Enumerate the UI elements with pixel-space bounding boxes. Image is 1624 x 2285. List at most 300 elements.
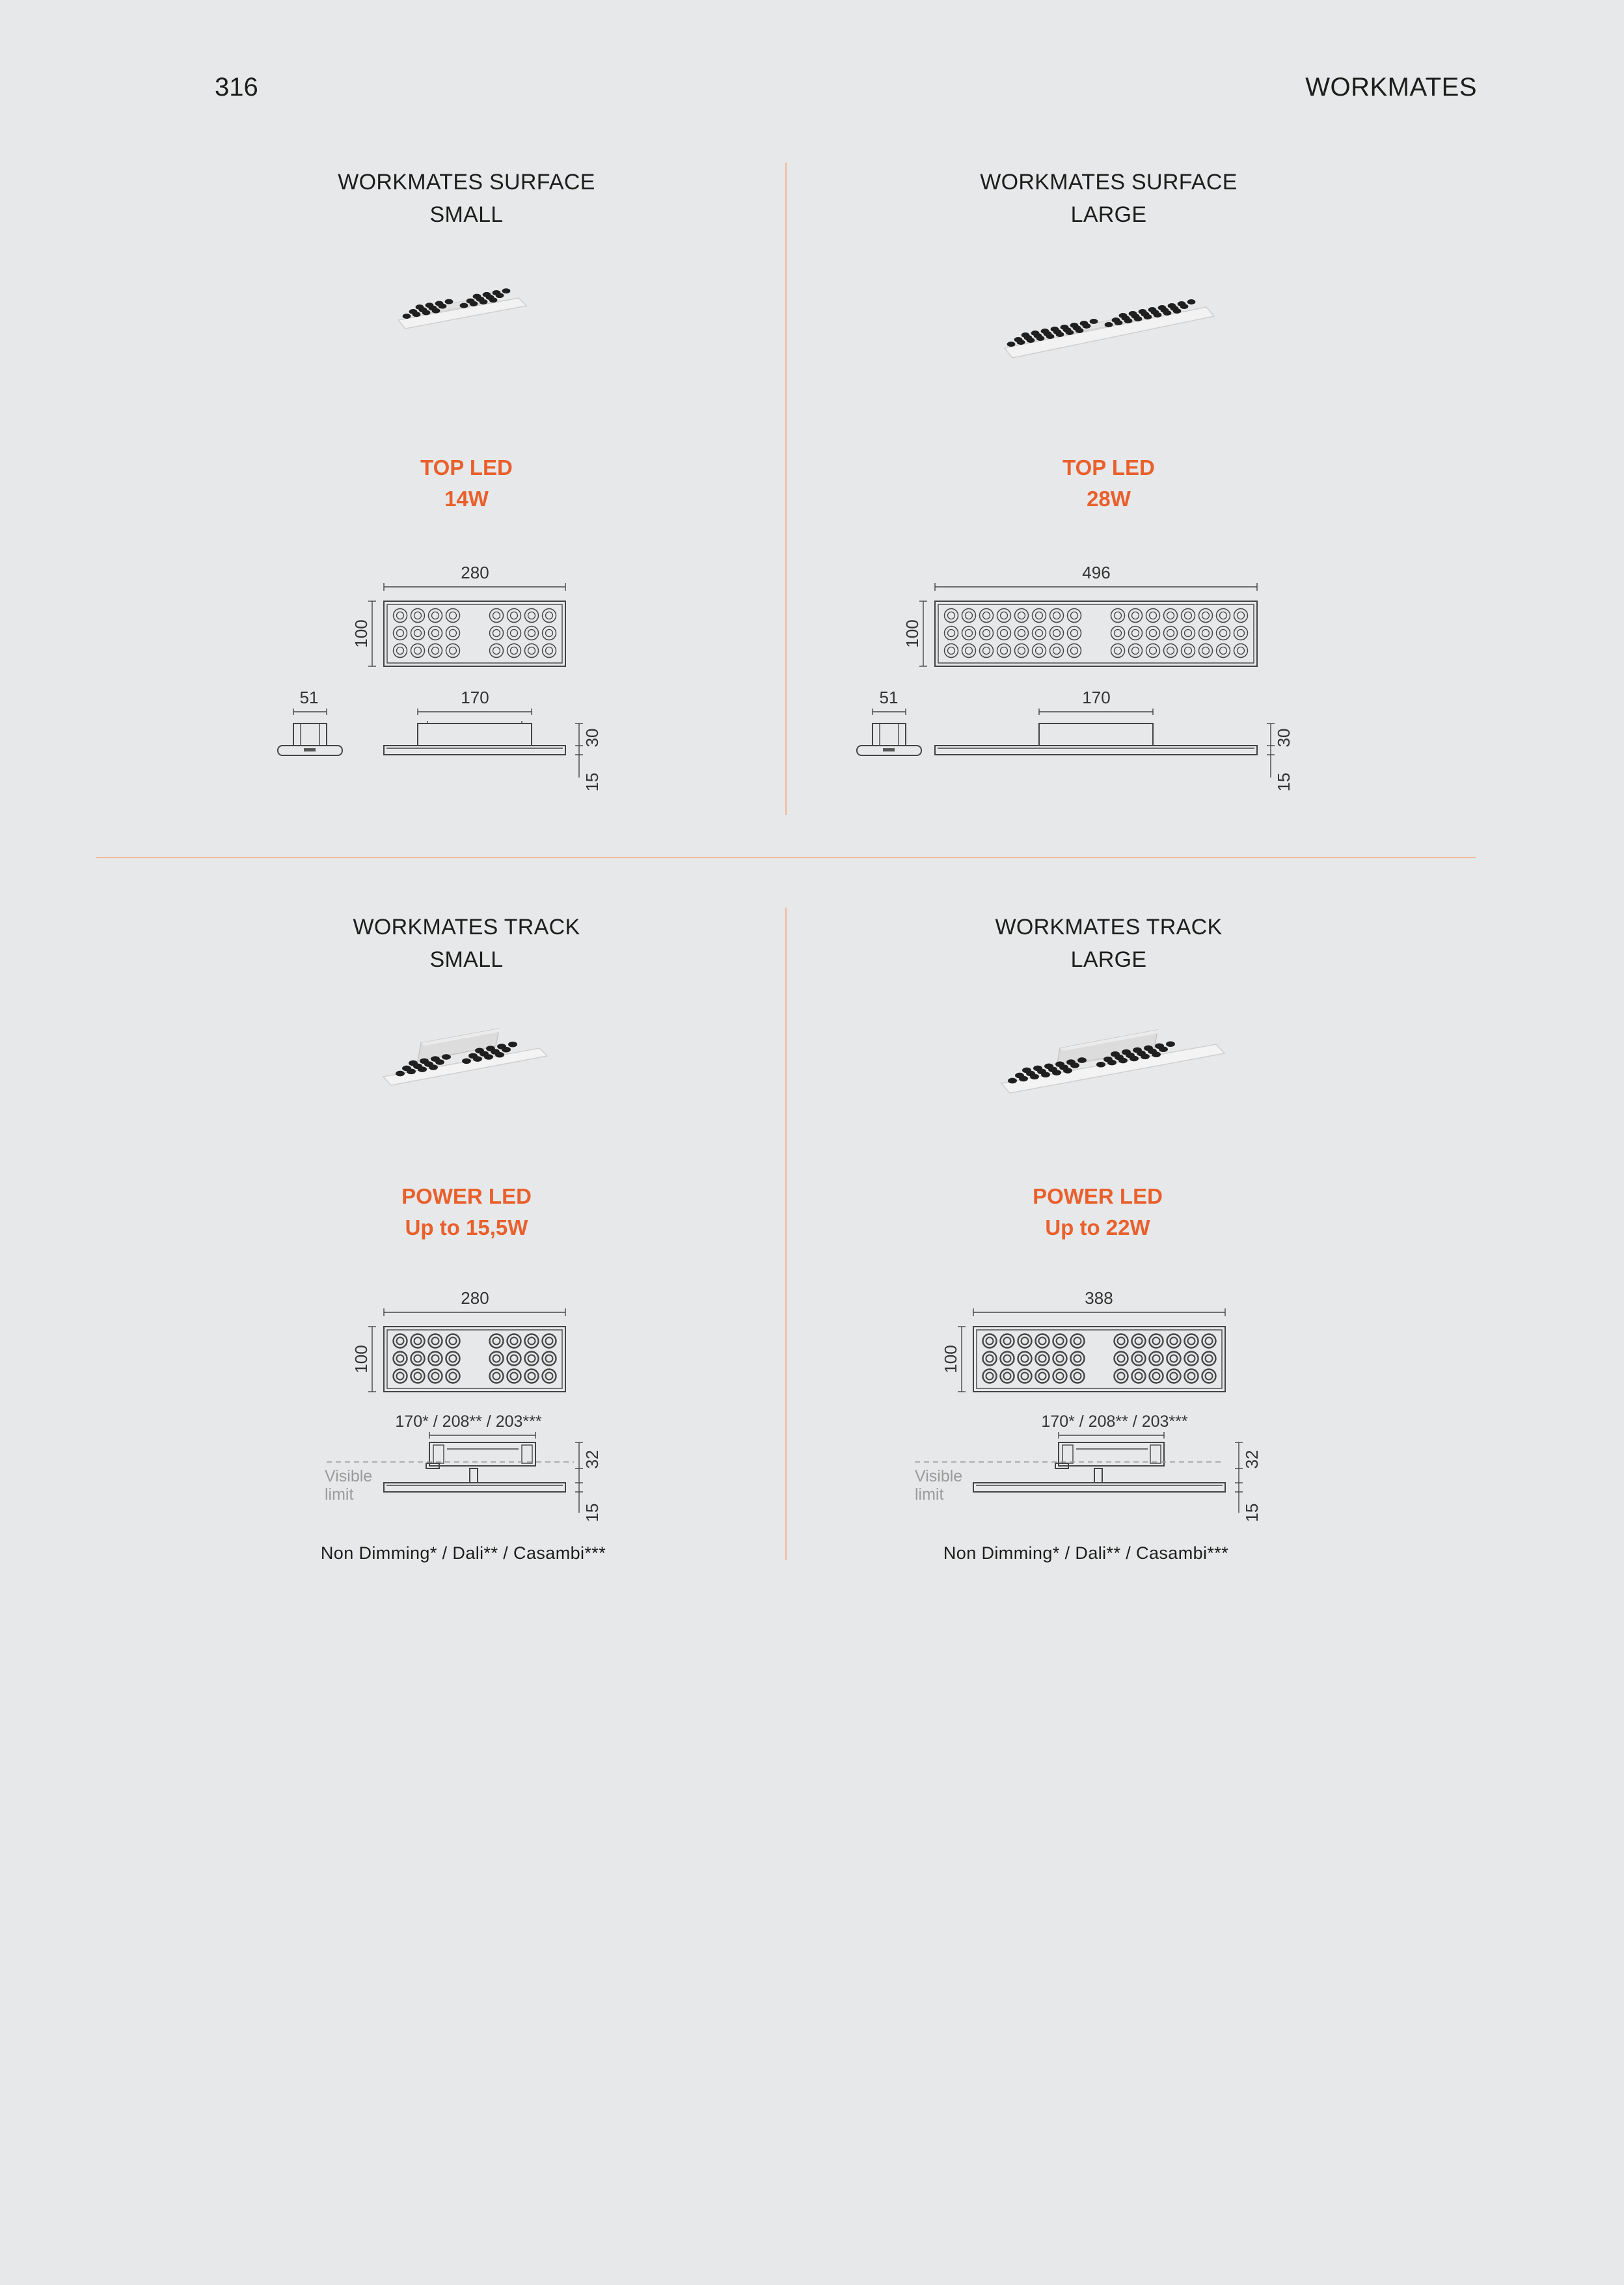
product-track-large bbox=[783, 908, 1434, 1565]
led-dot bbox=[1008, 1078, 1017, 1084]
led-lens bbox=[1185, 630, 1192, 637]
led-outline bbox=[543, 1352, 556, 1366]
led-outline bbox=[1018, 1334, 1032, 1348]
led-outline bbox=[997, 644, 1011, 658]
led-outline bbox=[525, 644, 539, 658]
led-outline bbox=[980, 609, 994, 623]
product-title bbox=[783, 166, 1434, 231]
led-dot bbox=[1115, 320, 1123, 325]
led-outline bbox=[508, 609, 521, 623]
led-lens bbox=[1074, 1355, 1081, 1362]
led-lens bbox=[1001, 647, 1008, 655]
led-lens bbox=[1220, 647, 1227, 655]
led-outline bbox=[525, 609, 539, 623]
led-outline bbox=[980, 627, 994, 640]
led-outline bbox=[1185, 1352, 1198, 1366]
technical-drawing bbox=[783, 553, 1434, 833]
product-title-line1: WORKMATES TRACK bbox=[995, 915, 1223, 940]
led-lens bbox=[1220, 630, 1227, 637]
led-outline bbox=[1001, 1352, 1014, 1366]
led-lens bbox=[948, 630, 955, 637]
led-dot bbox=[1056, 332, 1064, 337]
spec-power: 14W bbox=[444, 487, 489, 511]
led-outline bbox=[945, 644, 958, 658]
led-outline bbox=[1146, 627, 1160, 640]
led-outline bbox=[1036, 1352, 1049, 1366]
led-lens bbox=[1057, 1373, 1064, 1380]
led-outline bbox=[1129, 644, 1143, 658]
product-title-line1: WORKMATES TRACK bbox=[353, 915, 580, 940]
led-outline bbox=[543, 609, 556, 623]
product-surface-small bbox=[141, 163, 792, 820]
led-lens bbox=[1074, 1338, 1081, 1345]
led-dot bbox=[435, 1059, 444, 1065]
led-outline bbox=[394, 644, 407, 658]
spec-power: Up to 22W bbox=[1045, 1215, 1150, 1239]
dim-length: 280 bbox=[461, 563, 489, 582]
product-title-line2: SMALL bbox=[429, 947, 504, 972]
visible-limit-line1: Visible bbox=[915, 1467, 963, 1485]
led-lens bbox=[948, 647, 955, 655]
led-dot bbox=[1187, 299, 1196, 304]
led-outline bbox=[1199, 627, 1213, 640]
led-lens bbox=[1167, 612, 1174, 619]
led-lens bbox=[1132, 630, 1139, 637]
led-lens bbox=[1004, 1355, 1011, 1362]
led-lens bbox=[414, 612, 422, 619]
led-lens bbox=[432, 612, 439, 619]
product-title bbox=[783, 911, 1434, 976]
led-outline bbox=[962, 627, 976, 640]
led-lens bbox=[397, 630, 404, 637]
led-lens bbox=[1001, 612, 1008, 619]
visible-limit-line1: Visible bbox=[325, 1467, 373, 1485]
led-dot bbox=[1163, 310, 1172, 316]
led-dot bbox=[1076, 328, 1084, 333]
led-outline bbox=[1071, 1370, 1085, 1383]
led-outline bbox=[1234, 627, 1248, 640]
led-outline bbox=[411, 644, 425, 658]
led-outline bbox=[446, 609, 460, 623]
led-outline bbox=[525, 1370, 539, 1383]
led-lens bbox=[1004, 1338, 1011, 1345]
led-outline bbox=[1150, 1352, 1163, 1366]
dim-length: 388 bbox=[1085, 1288, 1113, 1308]
dim-adapter-length: 170* / 208** / 203*** bbox=[1041, 1413, 1188, 1431]
led-lens bbox=[1039, 1355, 1046, 1362]
product-title-line2: SMALL bbox=[429, 202, 504, 227]
led-outline bbox=[983, 1370, 997, 1383]
led-lens bbox=[1115, 647, 1122, 655]
led-lens bbox=[528, 1355, 535, 1362]
led-outline bbox=[1146, 644, 1160, 658]
led-outline bbox=[1111, 627, 1125, 640]
technical-drawing bbox=[783, 1278, 1434, 1578]
led-outline bbox=[1129, 627, 1143, 640]
led-outline bbox=[1217, 644, 1230, 658]
led-outline bbox=[508, 644, 521, 658]
led-lens bbox=[1150, 630, 1157, 637]
led-dot bbox=[1118, 1058, 1128, 1064]
led-outline bbox=[525, 1352, 539, 1366]
led-outline bbox=[1018, 1370, 1032, 1383]
led-dot bbox=[1063, 1068, 1072, 1074]
led-lens bbox=[1150, 612, 1157, 619]
led-lens bbox=[1115, 630, 1122, 637]
led-outline bbox=[429, 1370, 442, 1383]
led-dot bbox=[1173, 308, 1182, 314]
led-lens bbox=[450, 630, 457, 637]
led-dot bbox=[1180, 304, 1189, 309]
led-lens bbox=[432, 1355, 439, 1362]
led-lens bbox=[1188, 1338, 1195, 1345]
led-lens bbox=[528, 1338, 535, 1345]
led-lens bbox=[983, 647, 990, 655]
led-lens bbox=[1135, 1338, 1143, 1345]
led-lens bbox=[1036, 647, 1043, 655]
led-lens bbox=[528, 630, 535, 637]
led-outline bbox=[446, 627, 460, 640]
led-dot bbox=[1152, 1051, 1161, 1057]
driver-note: Non Dimming* / Dali** / Casambi*** bbox=[943, 1543, 1229, 1563]
led-lens bbox=[493, 647, 500, 655]
led-dot bbox=[1134, 316, 1143, 321]
led-lens bbox=[1053, 647, 1061, 655]
product-spec bbox=[141, 1181, 792, 1243]
led-dot bbox=[1036, 336, 1045, 341]
led-outline bbox=[1167, 1370, 1181, 1383]
led-outline bbox=[1068, 644, 1081, 658]
led-lens bbox=[1118, 1355, 1125, 1362]
led-outline bbox=[446, 1370, 460, 1383]
led-outline bbox=[1132, 1352, 1146, 1366]
led-lens bbox=[1071, 647, 1078, 655]
led-outline bbox=[1182, 627, 1195, 640]
led-outline bbox=[962, 644, 976, 658]
led-outline bbox=[525, 1334, 539, 1348]
led-lens bbox=[450, 647, 457, 655]
led-outline bbox=[1234, 644, 1248, 658]
product-title-line1: WORKMATES SURFACE bbox=[980, 170, 1238, 195]
led-outline bbox=[525, 627, 539, 640]
led-lens bbox=[948, 612, 955, 619]
led-outline bbox=[1129, 609, 1143, 623]
led-dot bbox=[418, 1066, 427, 1072]
led-outline bbox=[490, 609, 504, 623]
led-dot bbox=[496, 293, 504, 298]
led-outline bbox=[411, 609, 425, 623]
dim-profile-height: 15 bbox=[582, 772, 602, 792]
led-lens bbox=[986, 1338, 994, 1345]
led-lens bbox=[1001, 630, 1008, 637]
led-outline bbox=[446, 1334, 460, 1348]
dim-height: 100 bbox=[940, 1345, 960, 1373]
led-lens bbox=[493, 1338, 500, 1345]
led-lens bbox=[546, 647, 553, 655]
spec-power: 28W bbox=[1087, 487, 1131, 511]
led-dot bbox=[1041, 1072, 1050, 1077]
led-lens bbox=[1057, 1355, 1064, 1362]
led-lens bbox=[983, 612, 990, 619]
led-lens bbox=[1039, 1373, 1046, 1380]
product-surface-large bbox=[783, 163, 1434, 820]
led-dot bbox=[1019, 1076, 1028, 1082]
led-dot bbox=[1077, 1057, 1087, 1063]
led-outline bbox=[411, 1334, 425, 1348]
led-outline bbox=[490, 1334, 504, 1348]
led-outline bbox=[543, 644, 556, 658]
led-dot bbox=[1090, 319, 1098, 324]
led-lens bbox=[1188, 1373, 1195, 1380]
led-outline bbox=[1185, 1370, 1198, 1383]
led-outline bbox=[1111, 644, 1125, 658]
led-lens bbox=[528, 1373, 535, 1380]
product-image bbox=[783, 280, 1434, 410]
led-lens bbox=[1053, 630, 1061, 637]
product-image bbox=[141, 1025, 792, 1155]
led-lens bbox=[1132, 647, 1139, 655]
led-dot bbox=[462, 1058, 471, 1064]
led-outline bbox=[1199, 644, 1213, 658]
product-spec bbox=[141, 452, 792, 515]
led-lens bbox=[1118, 1338, 1125, 1345]
led-outline bbox=[543, 627, 556, 640]
led-lens bbox=[493, 1373, 500, 1380]
led-outline bbox=[1202, 1334, 1216, 1348]
product-spec bbox=[772, 1181, 1423, 1243]
led-lens bbox=[983, 630, 990, 637]
led-lens bbox=[1036, 612, 1043, 619]
led-lens bbox=[511, 612, 518, 619]
led-outline bbox=[1217, 609, 1230, 623]
led-outline bbox=[997, 609, 1011, 623]
led-outline bbox=[1033, 644, 1046, 658]
led-outline bbox=[1164, 627, 1178, 640]
led-dot bbox=[1107, 1060, 1116, 1066]
led-dot bbox=[460, 303, 468, 308]
product-track-small bbox=[141, 908, 792, 1565]
technical-drawing bbox=[141, 1278, 792, 1578]
led-outline bbox=[1036, 1370, 1049, 1383]
dim-profile-height: 15 bbox=[1241, 1503, 1262, 1522]
led-outline bbox=[1115, 1370, 1128, 1383]
led-outline bbox=[962, 609, 976, 623]
led-dot bbox=[442, 1054, 451, 1060]
led-dot bbox=[495, 1052, 504, 1058]
led-dot bbox=[1066, 330, 1074, 335]
led-outline bbox=[1050, 644, 1064, 658]
led-lens bbox=[1171, 1373, 1178, 1380]
led-lens bbox=[1118, 1373, 1125, 1380]
led-outline bbox=[945, 609, 958, 623]
led-lens bbox=[1220, 612, 1227, 619]
led-dot bbox=[422, 310, 431, 315]
dim-length: 496 bbox=[1082, 563, 1111, 582]
led-lens bbox=[1153, 1373, 1160, 1380]
product-title bbox=[141, 911, 792, 976]
led-outline bbox=[1015, 609, 1029, 623]
visible-limit-line2: limit bbox=[915, 1485, 944, 1504]
led-outline bbox=[1015, 627, 1029, 640]
section-title: WORKMATES bbox=[1305, 73, 1477, 101]
dim-height: 100 bbox=[351, 1345, 371, 1373]
led-outline bbox=[945, 627, 958, 640]
led-lens bbox=[986, 1355, 994, 1362]
led-outline bbox=[490, 644, 504, 658]
led-outline bbox=[1018, 1352, 1032, 1366]
led-lens bbox=[1185, 612, 1192, 619]
led-outline bbox=[1164, 609, 1178, 623]
led-dot bbox=[489, 297, 498, 303]
led-outline bbox=[394, 609, 407, 623]
visible-limit-line2: limit bbox=[325, 1485, 354, 1504]
horizontal-divider bbox=[96, 857, 1476, 858]
spec-type: POWER LED bbox=[401, 1184, 532, 1208]
led-outline bbox=[1111, 609, 1125, 623]
led-outline bbox=[1167, 1352, 1181, 1366]
led-outline bbox=[429, 1334, 442, 1348]
led-lens bbox=[1018, 612, 1025, 619]
led-lens bbox=[493, 630, 500, 637]
led-grid-front bbox=[945, 609, 1248, 658]
led-outline bbox=[446, 1352, 460, 1366]
led-outline bbox=[1199, 609, 1213, 623]
led-lens bbox=[414, 630, 422, 637]
led-lens bbox=[1150, 647, 1157, 655]
led-outline bbox=[394, 1352, 407, 1366]
led-lens bbox=[397, 1373, 404, 1380]
led-lens bbox=[450, 1355, 457, 1362]
led-lens bbox=[1022, 1338, 1029, 1345]
led-dot bbox=[1159, 1046, 1168, 1052]
dim-profile-height: 15 bbox=[582, 1503, 602, 1522]
led-lens bbox=[511, 1373, 518, 1380]
led-outline bbox=[1033, 627, 1046, 640]
led-lens bbox=[397, 1355, 404, 1362]
led-dot bbox=[1007, 342, 1016, 347]
led-lens bbox=[1185, 647, 1192, 655]
led-lens bbox=[511, 1338, 518, 1345]
led-dot bbox=[1166, 1041, 1175, 1047]
led-outline bbox=[1001, 1370, 1014, 1383]
dim-body-height: 30 bbox=[582, 728, 602, 748]
led-lens bbox=[1053, 612, 1061, 619]
dim-body-length: 170 bbox=[1082, 688, 1111, 707]
led-lens bbox=[414, 647, 422, 655]
led-outline bbox=[1033, 609, 1046, 623]
led-outline bbox=[1053, 1334, 1067, 1348]
led-dot bbox=[1017, 340, 1025, 345]
led-outline bbox=[1115, 1334, 1128, 1348]
led-dot bbox=[445, 299, 453, 304]
led-dot bbox=[429, 1064, 438, 1070]
led-outline bbox=[411, 1352, 425, 1366]
led-dot bbox=[480, 299, 488, 304]
led-outline bbox=[1053, 1370, 1067, 1383]
led-outline bbox=[508, 1334, 521, 1348]
led-outline bbox=[1068, 609, 1081, 623]
led-dot bbox=[484, 1054, 493, 1060]
led-outline bbox=[543, 1370, 556, 1383]
led-dot bbox=[439, 304, 447, 309]
led-lens bbox=[511, 647, 518, 655]
led-lens bbox=[511, 1355, 518, 1362]
led-lens bbox=[414, 1373, 422, 1380]
led-lens bbox=[1071, 612, 1078, 619]
led-lens bbox=[528, 612, 535, 619]
led-outline bbox=[490, 1370, 504, 1383]
product-title bbox=[141, 166, 792, 231]
led-dot bbox=[413, 312, 421, 317]
led-outline bbox=[1150, 1370, 1163, 1383]
led-lens bbox=[1202, 612, 1210, 619]
led-lens bbox=[1202, 647, 1210, 655]
dim-body-height: 30 bbox=[1273, 728, 1293, 748]
led-outline bbox=[394, 627, 407, 640]
led-outline bbox=[508, 627, 521, 640]
dim-adapter-length: 170* / 208** / 203*** bbox=[395, 1413, 542, 1431]
led-lens bbox=[966, 647, 973, 655]
spec-type: POWER LED bbox=[1033, 1184, 1163, 1208]
led-outline bbox=[1182, 609, 1195, 623]
led-dot bbox=[470, 301, 478, 306]
led-outline bbox=[1234, 609, 1248, 623]
led-lens bbox=[1153, 1338, 1160, 1345]
led-outline bbox=[1150, 1334, 1163, 1348]
led-grid-front bbox=[394, 1334, 556, 1383]
led-outline bbox=[1164, 644, 1178, 658]
led-dot bbox=[1105, 322, 1113, 327]
led-dot bbox=[1083, 323, 1091, 329]
led-outline bbox=[983, 1352, 997, 1366]
led-outline bbox=[1132, 1334, 1146, 1348]
led-outline bbox=[1068, 627, 1081, 640]
led-lens bbox=[432, 630, 439, 637]
dim-side-width: 51 bbox=[299, 688, 319, 707]
technical-drawing bbox=[141, 553, 792, 833]
product-image bbox=[783, 1025, 1434, 1155]
led-lens bbox=[546, 1355, 553, 1362]
led-outline bbox=[429, 1352, 442, 1366]
led-outline bbox=[1015, 644, 1029, 658]
led-dot bbox=[508, 1042, 517, 1048]
led-lens bbox=[397, 612, 404, 619]
led-dot bbox=[1096, 1062, 1105, 1068]
led-outline bbox=[1071, 1334, 1085, 1348]
led-outline bbox=[1146, 609, 1160, 623]
led-dot bbox=[502, 1047, 511, 1053]
led-lens bbox=[1206, 1373, 1213, 1380]
led-lens bbox=[986, 1373, 994, 1380]
led-outline bbox=[429, 644, 442, 658]
led-dot bbox=[1130, 1056, 1139, 1062]
product-title-line2: LARGE bbox=[1070, 947, 1147, 972]
dim-height: 100 bbox=[351, 619, 371, 648]
led-dot bbox=[396, 1071, 405, 1077]
led-lens bbox=[1074, 1373, 1081, 1380]
led-lens bbox=[1071, 630, 1078, 637]
led-lens bbox=[1202, 630, 1210, 637]
led-outline bbox=[1036, 1334, 1049, 1348]
product-title-line1: WORKMATES SURFACE bbox=[338, 170, 595, 195]
led-outline bbox=[490, 627, 504, 640]
led-lens bbox=[1238, 612, 1245, 619]
led-lens bbox=[1018, 647, 1025, 655]
spec-type: TOP LED bbox=[1062, 455, 1155, 480]
led-lens bbox=[1171, 1355, 1178, 1362]
led-outline bbox=[543, 1334, 556, 1348]
led-lens bbox=[1018, 630, 1025, 637]
